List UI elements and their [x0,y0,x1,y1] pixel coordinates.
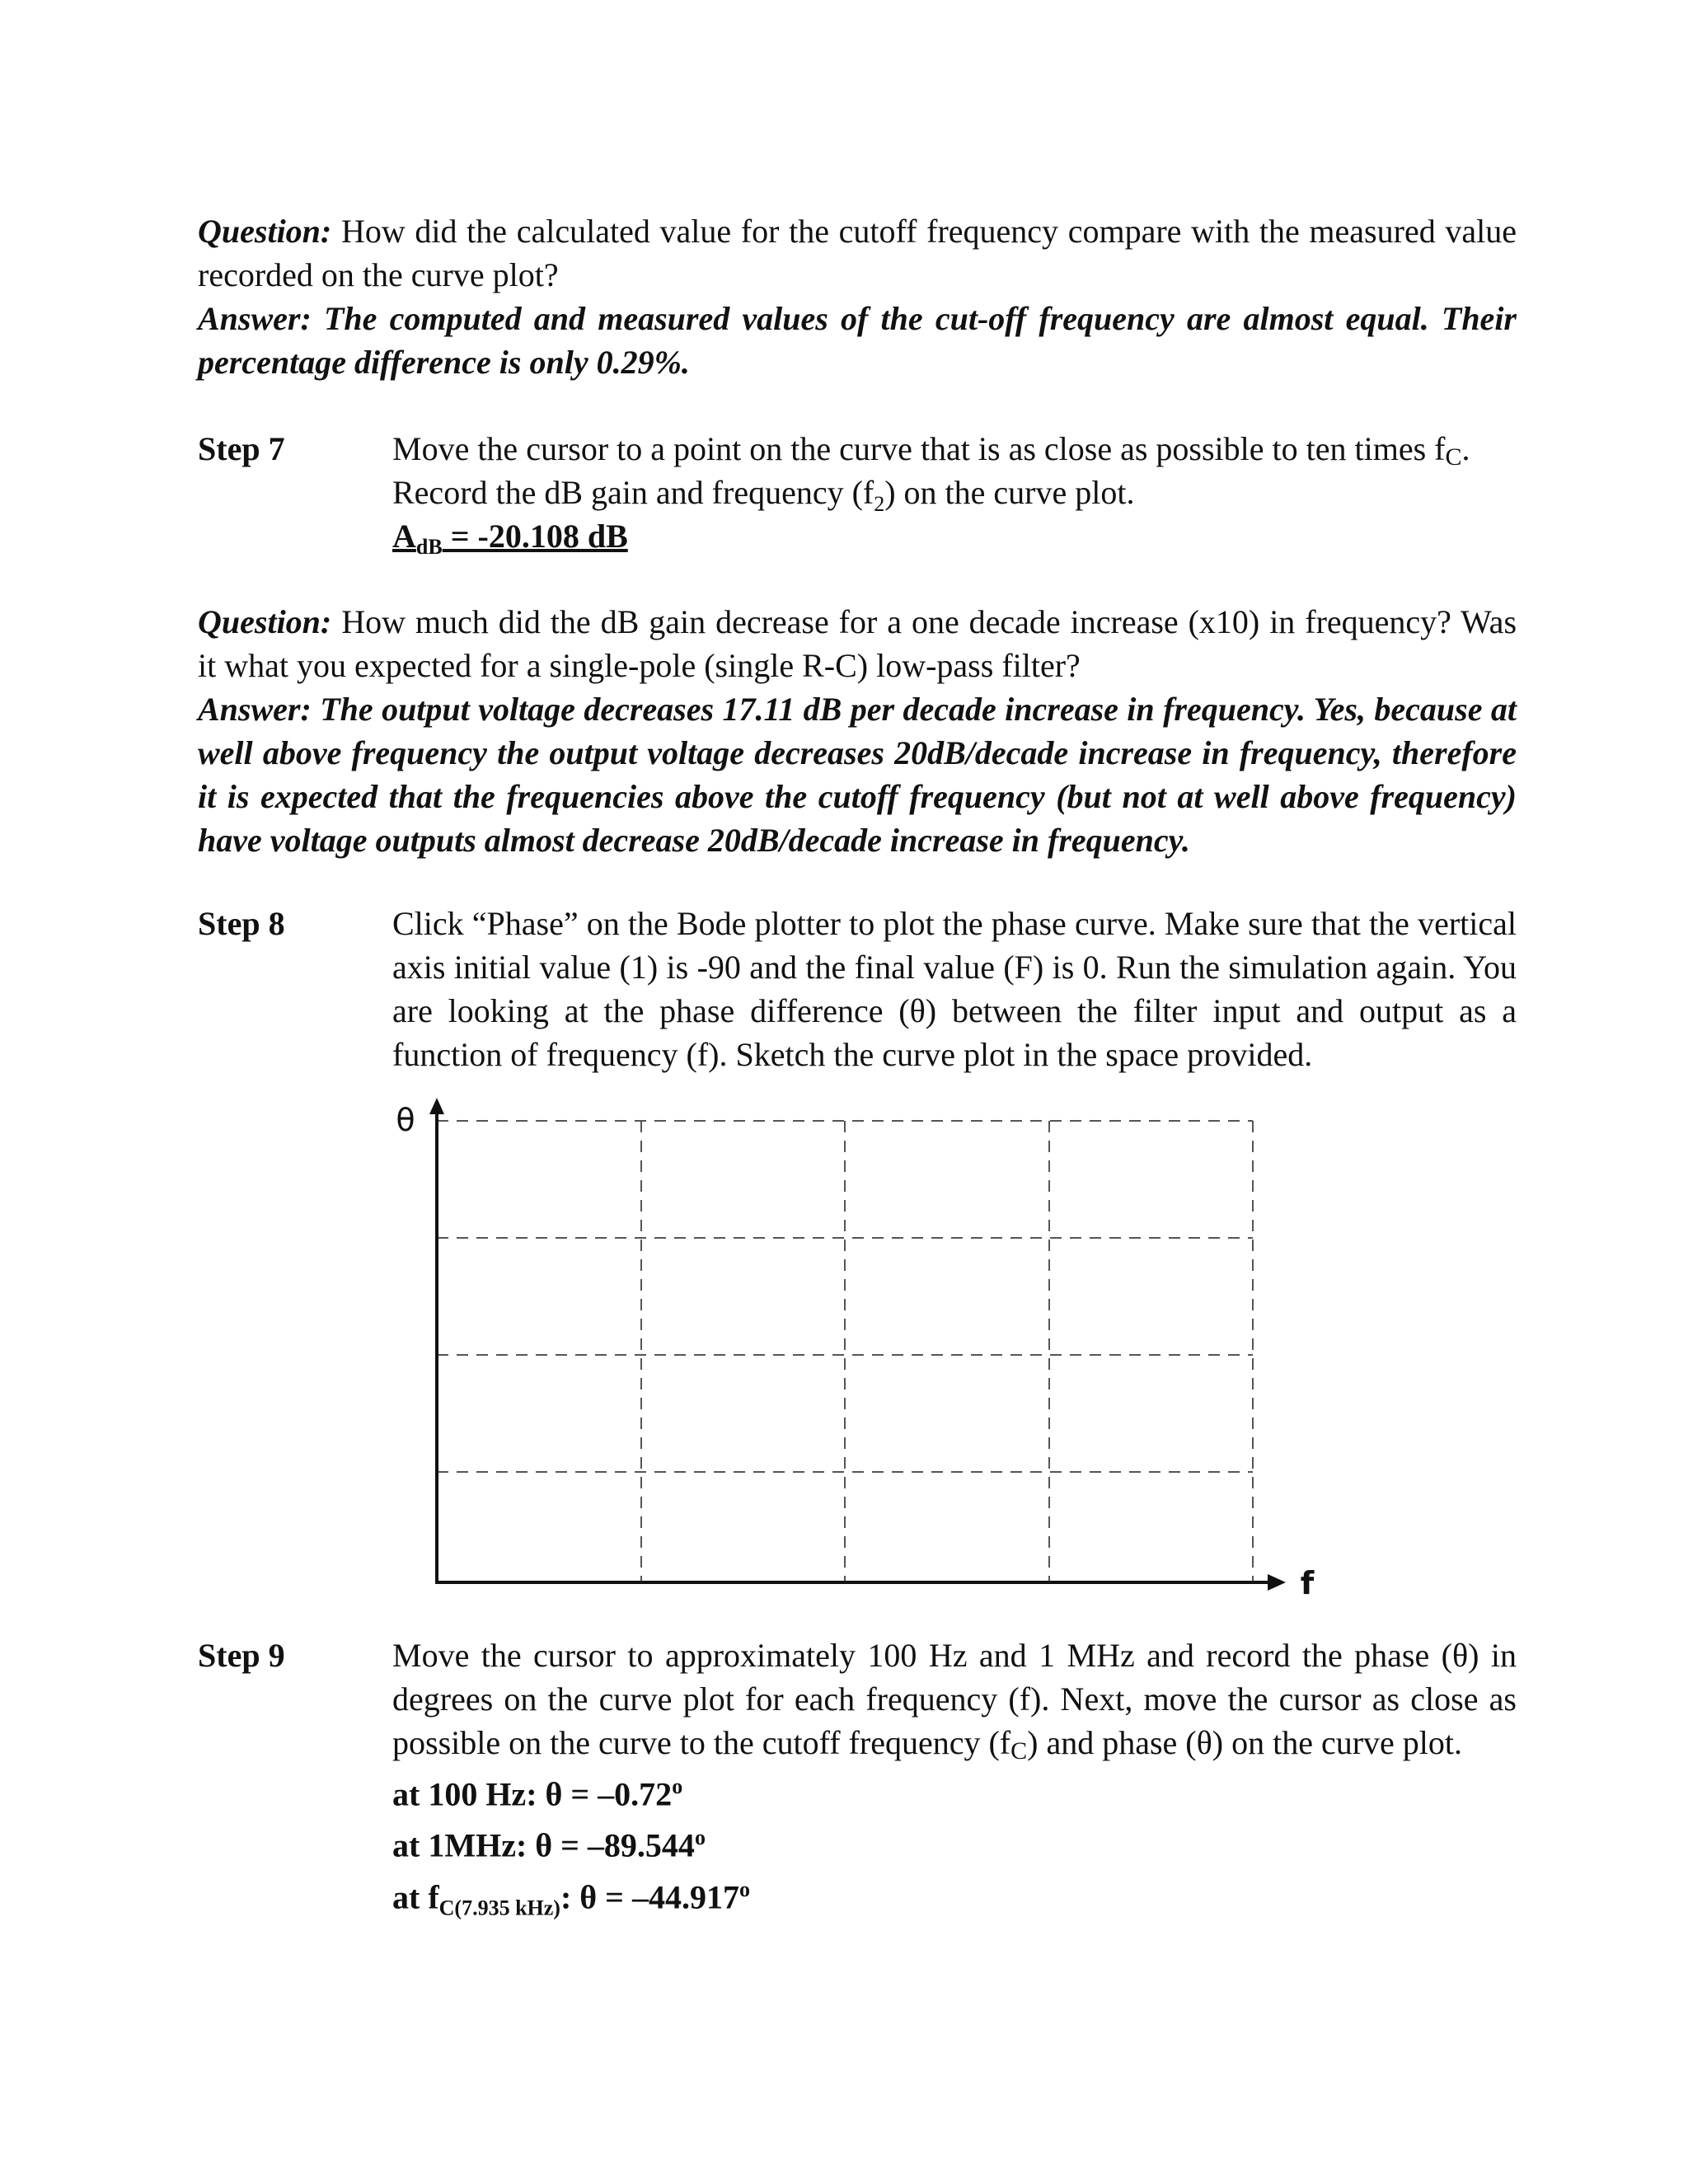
question-body: How did the calculated value for the cutoff frequency compare with the measured value recorded on the curve plot? [198,213,1517,293]
result-cutoff: at $f_{C(7.935 kHz)}$: $\theta = -44.917^o$ [392,1877,750,1919]
plot-grid [437,1121,1253,1582]
question-body: How much did the dB gain decrease for a one decade increase (x10) in frequency? Was it what you expected for a single-pole (single R-C) low-pass filter? [198,603,1517,684]
question-1-text [198,209,1517,297]
step-7-label: Step 7 [198,430,285,467]
answer-1: Answer: The computed and measured values of the cut-off frequency are almost equal. Their percentage difference is only 0.29%. [198,300,1517,381]
step-7-line-1: Move the cursor to a point on the curve that is as close as possible to ten times fC. [392,430,1470,471]
question-1 [198,209,1517,384]
y-axis-arrow [429,1098,444,1114]
x-axis-label: f [1300,1565,1315,1599]
step-9-text: Move the cursor to approximately 100 Hz and 1 MHz and record the phase (θ) in degrees on the curve plot for each frequency (f). Next, move the cursor as close as possible on the curve to the cutoff frequency (fC) and phase (θ) on the curve plot. [392,1637,1517,1765]
step-9-body [392,1633,1517,1919]
question-2 [198,600,1517,862]
step-8-label: Step 8 [198,905,285,942]
answer-2: Answer: The output voltage decreases 17.11 dB per decade increase in frequency. Yes, because at well above frequency the output voltage decreases 20dB/decade increase in frequency, therefore it is expected that the frequencies above the cutoff frequency (but not at well above frequency) have voltage outputs almost decrease 20dB/decade increase in frequency. [198,691,1517,859]
step-8-text: Click “Phase” on the Bode plotter to plot the phase curve. Make sure that the vertical axis initial value (1) is -90 and the final value (F) is 0. Run the simulation again. You are looking at the phase difference (θ) between the filter input and output as a function of frequency (f). Sketch the curve plot in the space provided. [392,905,1517,1073]
result-1mhz: at 1MHz: $\theta = -89.544^o$ [392,1825,706,1864]
question-label: Question: [198,603,332,640]
step-9-label: Step 9 [198,1637,285,1674]
step-8-body [392,902,1517,1076]
question-label: Question: [198,213,332,250]
step-7-body [392,427,1517,558]
result-100hz: at 100 Hz: $\theta = -0.72^o$ [392,1774,683,1813]
step-7-result: $A_{dB} = -20.108$ dB [392,518,628,559]
x-axis-arrow [1268,1574,1286,1591]
phase-sketch-plot [387,1088,1327,1599]
step-7-line-2: Record the dB gain and frequency $(f_2)$ on the curve plot. [392,474,1135,516]
question-2-text [198,600,1517,687]
y-axis-label: θ [396,1102,415,1138]
